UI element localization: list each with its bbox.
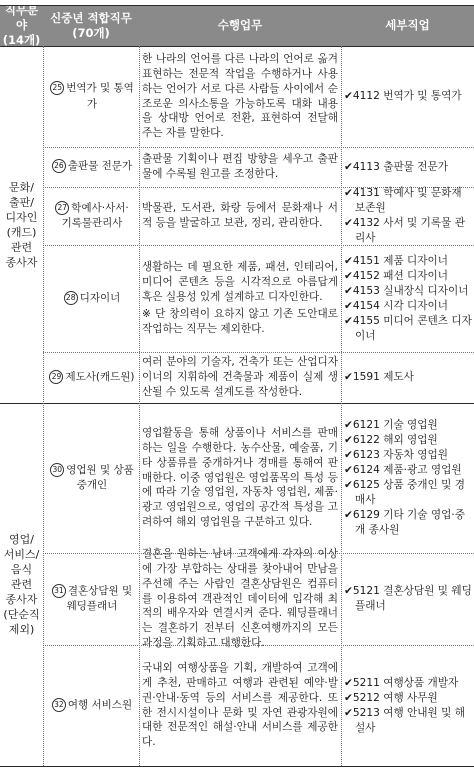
job-title-cell [47,554,137,644]
detail-job-text: 6123 자동차 영업원 [352,449,448,461]
header-field: 직무분야 (14개) [2,3,41,47]
duty-text: 국내외 여행상품을 기획, 개발하여 고객에게 추천, 판매하고 여행과 관련된 예약·발권·안내·동역 등의 서비스를 제공한다. 또한 전시시설이나 문화 및 자연 관광자원에 대한 전문적인 해설·안내 서비스를 제공한다. [142,662,338,749]
detail-job-text: 4131 학예사 및 문화재 보존원 [352,187,462,214]
detail-job-text: 4155 미디어 콘텐츠 디자이너 [352,314,472,342]
duty-cell [142,404,338,552]
check-icon: ✔ [344,509,353,521]
detail-job-item [344,508,472,538]
job-title [52,159,132,175]
detail-job-item [344,299,472,314]
duty-text: 결혼을 원하는 남녀 고객에게 각자의 이상에 가장 부합하는 상대를 찾아내어 만남을 주선해 주는 사람인 결혼상담원은 컴퓨터를 이용하여 객관적인 데이터에 입각해 최적의 배우자와 연결시켜 준다. 웨딩플래너는 결혼하기 전부터 신혼여행까지의 모든 과정을 기획하고 대행한다. [142,548,338,649]
job-title-text: 번역가 및 통역가 [66,82,134,110]
detail-job-text: 6129 기타 기술 영업·중개 종사원 [352,509,465,536]
detail-job-item [344,216,472,246]
check-icon: ✔ [344,676,353,689]
column-divider [43,46,44,766]
detail-job-item [344,676,472,691]
duty-text: 출판물 기획이나 편집 방향을 세우고 출판물에 수록될 원고를 조정한다. [142,153,338,180]
check-icon: ✔ [344,706,353,719]
job-title [49,370,134,386]
detail-job-text: 6122 해외 영업원 [352,434,438,446]
duty-text: 생활하는 데 필요한 제품, 패션, 인테리어, 미디어 콘텐츠 등을 시각적으로 아름답게 혹은 실용성 있게 설계하고 디자인한다. [142,261,338,303]
detail-cell [344,148,472,186]
duty-note: ※ 단 창의력이 요하지 않고 기존 도안대로 작업하는 직무는 제외한다. [142,308,338,336]
duty-cell [142,246,338,351]
check-icon: ✔ [344,187,353,199]
job-title [55,201,128,232]
detail-job-text: 4154 시각 디자이너 [352,299,448,312]
column-divider [341,46,342,766]
detail-job-text: 4132 사서 및 기록물 관리사 [352,217,465,244]
job-number-badge: 31 [52,584,66,598]
job-title [52,584,132,615]
duty-text: 여러 분야의 기술자, 건축가 또는 산업디자이너의 지휘하에 건축물과 제품이 실제 생산될 수 있도록 설계도를 작성한다. [142,356,338,398]
detail-job-text: 4151 제품 디자이너 [352,254,448,267]
detail-job-text: 5212 여행 사무원 [352,691,438,704]
duty-text: 한 나라의 언어를 다른 나라의 언어로 옮겨 표현하는 전문적 작업을 수행하거나 사용하는 언어가 서로 다른 사람들 사이에서 순조로운 의사소통을 가능하도록 대화 내용을 상대방 언어로 전환, 표현하여 전달해 주는 자를 말한다. [142,53,338,140]
check-icon: ✔ [344,464,353,476]
detail-cell [344,404,472,552]
detail-job-item [344,370,472,385]
job-title-text: 영업원 및 상품 중개인 [66,463,134,491]
detail-cell [344,353,472,402]
job-number-badge: 32 [52,698,66,712]
detail-job-text: 4113 출판물 전문가 [352,160,448,173]
detail-job-text: 6125 상품 중개인 및 경매사 [352,479,465,506]
check-icon: ✔ [344,160,353,173]
detail-job-item [344,314,472,344]
header-detail: 세부직업 [385,18,430,32]
duty-text: 영업활동을 통해 상품이나 서비스를 판매하는 일을 수행한다. 농수산물, 예술품, 기타 상품류를 중개하거나 경매를 통해여 판매한다. 이중 영업원은 영업품목의 특성 등에 따라 기술 영업원, 자동차 영업원, 제품·광고 영업원으로, 영업의 공간적 특성을 고려하여 해외 영업원을 구분하고 있다. [142,427,338,528]
detail-job-item [344,254,472,269]
duty-text: 박물관, 도서관, 화랑 등에서 문화재나 서적 등을 발굴하고 보관, 정리, 관리한다. [142,202,338,229]
duty-cell [142,188,338,244]
detail-job-item [344,284,472,299]
check-icon: ✔ [344,299,353,312]
check-icon: ✔ [344,691,353,704]
job-number-badge: 25 [50,81,64,95]
detail-job-item [344,448,472,463]
detail-job-text: 4153 실내장식 디자이너 [352,284,469,297]
job-title-cell [47,188,137,244]
detail-job-item [344,706,472,736]
detail-job-text: 5213 여행 안내원 및 해설사 [352,706,465,734]
check-icon: ✔ [344,434,353,446]
job-number-badge: 29 [49,370,63,384]
detail-cell [344,646,472,765]
detail-job-item [344,691,472,706]
detail-job-text: 6124 제품·광고 영업원 [352,464,462,476]
job-field-label: 영업/ 서비스/ 음식 관련 종사자 (단순직 제외) [3,533,40,636]
column-divider [139,46,140,766]
job-title-text: 디자이너 [79,291,121,304]
detail-job-item [344,418,472,433]
check-icon: ✔ [344,284,353,297]
job-number-badge: 26 [52,159,66,173]
duty-cell [142,148,338,186]
job-title-cell [47,404,137,552]
job-title-text: 여행 서비스원 [67,698,133,711]
check-icon: ✔ [344,419,353,431]
detail-job-item [344,186,472,216]
duty-cell [142,353,338,402]
detail-cell [344,246,472,351]
duty-cell [142,646,338,765]
job-number-badge: 27 [55,201,69,215]
detail-job-item [344,433,472,448]
detail-job-item [344,89,472,104]
detail-job-text: 5211 여행상품 개발자 [352,676,459,689]
check-icon: ✔ [344,314,353,327]
check-icon: ✔ [344,217,353,229]
job-title-cell [47,646,137,765]
job-number-badge: 28 [64,291,78,305]
job-field-label: 문화/ 출판/ 디자인 (캐드) 관련 종사자 [5,180,38,269]
job-title [50,463,134,494]
check-icon: ✔ [344,585,353,597]
detail-job-item [344,463,472,478]
job-title-cell [47,246,137,351]
check-icon: ✔ [344,371,353,383]
job-title [52,698,132,714]
check-icon: ✔ [344,90,353,102]
duty-cell [142,548,338,649]
detail-job-text: 6121 기술 영업원 [352,419,438,431]
detail-job-text: 1591 제도사 [352,371,414,383]
detail-cell [344,554,472,644]
job-number-badge: 30 [50,463,64,477]
table-bottom-border [0,766,474,767]
detail-job-text: 4152 패션 디자이너 [352,269,448,282]
job-title-cell [47,353,137,402]
job-title-text: 제도사(캐드원) [65,370,135,383]
header-duty: 수행업무 [217,18,263,32]
detail-job-item [344,160,472,175]
detail-job-text: 4112 번역가 및 통역가 [352,90,462,102]
check-icon: ✔ [344,269,353,282]
job-title-text: 결혼상담원 및 웨딩플래너 [66,584,133,612]
table-top-border [0,5,474,6]
detail-job-text: 5121 결혼상담원 및 웨딩 플래너 [352,585,472,612]
check-icon: ✔ [344,449,353,461]
header-job: 신중년 적합직무 (70개) [50,10,132,40]
detail-job-item [344,269,472,284]
check-icon: ✔ [344,479,353,491]
detail-cell [344,47,472,146]
check-icon: ✔ [344,254,353,267]
job-title [64,291,121,307]
job-title-text: 출판물 전문가 [67,160,133,173]
job-title-cell [47,148,137,186]
detail-job-item [344,478,472,508]
job-title [47,81,137,112]
job-title-text: 학예사·사서· 기록물관리사 [61,201,129,229]
duty-cell [142,47,338,146]
detail-job-item [344,584,472,614]
detail-cell [344,188,472,244]
job-title-cell [47,47,137,146]
